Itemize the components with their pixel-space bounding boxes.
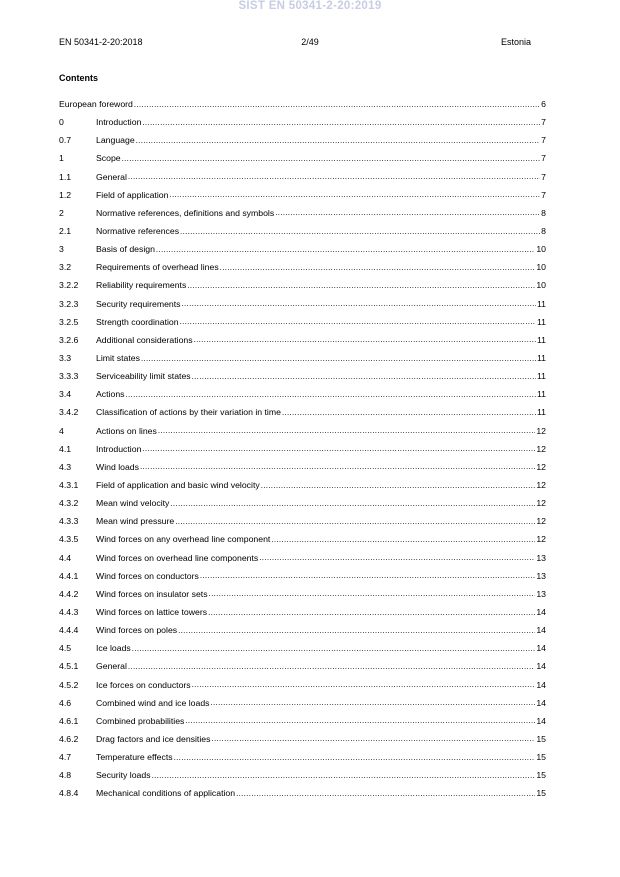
toc-entry-title: General [96,171,127,182]
dot-leader [185,715,535,726]
toc-entry[interactable] [59,313,546,331]
toc-entry-number: 3.4.2 [59,407,79,418]
toc-entry-number: 4.6.2 [59,733,79,744]
toc-entry-number: 4 [59,425,64,436]
toc-entry-page: 15 [536,770,546,781]
toc-entry-number: 3.2 [59,262,72,273]
toc-entry-page: 14 [536,679,546,690]
toc-entry-page: 11 [536,334,546,345]
toc-entry-number: 4.8 [59,770,72,781]
toc-entry-page: 14 [536,625,546,636]
toc-entry-title: Classification of actions by their variation in time [96,407,281,418]
toc-entry-title: Security loads [96,770,151,781]
dot-leader [211,733,535,744]
toc-entry-title: Introduction [96,443,142,454]
toc-entry-number: 3.2.6 [59,334,79,345]
watermark: SIST EN 50341-2-20:2019 [238,0,382,12]
toc-entry[interactable] [59,349,546,367]
dot-leader [259,552,535,563]
toc-entry-number: 4.4.2 [59,588,79,599]
toc-entry-number: 3.2.3 [59,298,79,309]
toc-entry-title: Security requirements [96,298,181,309]
toc-entry-number: 3.2.5 [59,316,79,327]
toc-entry-page: 10 [536,244,546,255]
toc-entry[interactable] [59,621,546,639]
toc-entry-number: 4.5.2 [59,679,79,690]
toc-entry[interactable] [59,476,546,494]
toc-entry-title: Introduction [96,117,142,128]
dot-leader [156,244,535,255]
toc-entry[interactable] [59,204,546,222]
toc-entry-page: 15 [536,788,546,799]
toc-entry-page: 12 [536,425,546,436]
toc-entry-title: Wind forces on overhead line components [96,552,259,563]
toc-entry-number: 3 [59,244,64,255]
toc-entry-page: 12 [536,443,546,454]
toc-entry-title: Language [96,135,135,146]
toc-entry-page: 10 [536,262,546,273]
toc-entry-page: 14 [536,715,546,726]
toc-entry[interactable] [59,512,546,530]
toc-entry-title: Wind loads [96,461,139,472]
toc-entry[interactable] [59,331,546,349]
toc-entry-page: 11 [536,371,546,382]
dot-leader [140,461,535,472]
toc-entry-number: 4.7 [59,752,72,763]
toc-entry-page: 14 [536,607,546,617]
toc-entry[interactable] [59,549,546,567]
dot-leader [209,588,536,599]
toc-entry-page: 7 [541,189,546,200]
toc-entry-page: 13 [536,552,546,563]
toc-entry-number: 0 [59,117,64,128]
dot-leader [142,443,535,454]
toc-entry-page: 10 [536,280,546,291]
toc-entry[interactable] [59,222,546,240]
toc-entry-page: 11 [536,316,546,327]
toc-entry-title: Wind forces on conductors [96,570,199,581]
toc-entry-title: Combined probabilities [96,715,185,726]
dot-leader [211,697,536,708]
toc-entry-number: 4.4 [59,552,72,563]
toc-entry-page: 11 [536,353,546,364]
toc-entry-title: Wind forces on poles [96,625,178,636]
toc-entry-title: Serviceability limit states [96,371,191,382]
toc-entry-number: 4.3 [59,461,72,472]
dot-leader [200,570,535,581]
toc-entry-number: 3.2.2 [59,280,79,291]
dot-leader [170,498,535,509]
toc-entry[interactable] [59,131,546,149]
toc-entry-number: 1 [59,153,64,164]
toc-entry-title: Field of application [96,189,169,200]
toc-entry[interactable] [59,748,546,766]
dot-leader [182,298,536,309]
toc-entry[interactable] [59,422,546,440]
toc-entry[interactable] [59,113,546,131]
toc-entry-number: 4.6.1 [59,715,79,726]
toc-entry[interactable] [59,694,546,712]
toc-entry[interactable] [59,440,546,458]
dot-leader [261,480,536,491]
toc-entry[interactable] [59,149,546,167]
toc-entry-page: 12 [536,461,546,472]
toc-entry[interactable] [59,712,546,730]
dot-leader [192,679,536,690]
toc-entry[interactable] [59,676,546,694]
toc-entry-page: 7 [541,171,546,182]
toc-entry-number: 4.3.5 [59,534,79,545]
dot-leader [180,316,536,327]
toc-entry[interactable] [59,603,546,621]
dot-leader [187,280,535,291]
toc-entry-title: Reliability requirements [96,280,187,291]
dot-leader [128,661,535,672]
dot-leader [174,752,536,763]
dot-leader [175,516,535,527]
toc-entry[interactable] [59,240,546,258]
toc-entry-number: 3.3 [59,353,72,364]
dot-leader [134,99,540,110]
toc-entry[interactable] [59,458,546,476]
toc-entry-page: 15 [536,733,546,744]
page-number: 2/49 [301,37,319,47]
toc-entry[interactable] [59,367,546,385]
toc-entry-page: 12 [536,534,546,545]
toc-entry-number: 4.3.3 [59,516,79,527]
toc-entry-number: 0.7 [59,135,72,146]
toc-entry[interactable] [59,585,546,603]
toc-entry-page: 13 [536,588,546,599]
toc-entry-page: 14 [536,643,546,654]
toc-entry[interactable] [59,276,546,294]
toc-entry-number: 4.4.1 [59,570,79,581]
dot-leader [275,207,540,218]
toc-entry-page: 11 [536,298,546,309]
toc-entry-number: 4.3.2 [59,498,79,509]
toc-entry-page: 6 [541,99,546,110]
table-of-contents [59,95,546,802]
toc-entry-title: Normative references [96,226,180,237]
toc-entry-title: Additional considerations [96,334,193,345]
toc-entry[interactable] [59,385,546,403]
toc-entry[interactable] [59,494,546,512]
toc-entry-page: 13 [536,570,546,581]
toc-entry-title: Mean wind pressure [96,516,175,527]
toc-entry-title: Combined wind and ice loads [96,697,210,708]
dot-leader [220,262,536,273]
toc-entry-page: 12 [536,516,546,527]
toc-entry-number: 4.5.1 [59,661,79,672]
toc-entry[interactable] [59,766,546,784]
toc-entry-number: 4.3.1 [59,480,79,491]
dot-leader [178,625,535,636]
toc-entry-number: 3.4 [59,389,72,400]
toc-entry-page: 8 [541,207,546,218]
toc-entry-number: 4.4.3 [59,607,79,617]
toc-entry-page: 12 [536,498,546,509]
toc-entry-number: 3.3.3 [59,371,79,382]
toc-entry-page: 8 [541,226,546,237]
toc-entry-title: Mean wind velocity [96,498,170,509]
dot-leader [192,371,536,382]
toc-entry-title: Actions [96,389,125,400]
toc-entry-number: 4.5 [59,643,72,654]
toc-entry[interactable] [59,95,546,113]
toc-entry[interactable] [59,403,546,421]
toc-entry-page: 14 [536,661,546,672]
toc-entry-title: Wind forces on any overhead line component [96,534,271,545]
toc-entry-page: 7 [541,117,546,128]
toc-entry-title: Field of application and basic wind velocity [96,480,260,491]
toc-entry-title: General [96,661,127,672]
contents-heading: Contents [59,73,98,83]
toc-entry[interactable] [59,258,546,276]
dot-leader [282,407,536,418]
dot-leader [158,425,535,436]
toc-entry-page: 11 [536,407,546,418]
toc-entry[interactable] [59,168,546,186]
toc-entry-title: Actions on lines [96,425,157,436]
toc-entry-title: Ice loads [96,643,131,654]
toc-entry[interactable] [59,639,546,657]
dot-leader [141,353,536,364]
dot-leader [208,607,535,618]
toc-entry[interactable] [59,295,546,313]
toc-entry[interactable] [59,530,546,548]
toc-entry-number: 2.1 [59,226,72,237]
toc-entry-page: 14 [536,697,546,708]
toc-entry-page: 11 [536,389,546,400]
toc-entry[interactable] [59,784,546,802]
toc-entry-number: 4.1 [59,443,72,454]
toc-entry-page: 7 [541,135,546,146]
toc-entry-page: 12 [536,480,546,491]
dot-leader [126,389,536,400]
toc-entry-number: 1.2 [59,189,72,200]
toc-entry-title: Basis of design [96,244,155,255]
toc-entry[interactable] [59,567,546,585]
dot-leader [194,334,536,345]
toc-entry-number: 4.4.4 [59,625,79,636]
toc-entry-title: European foreword [59,99,133,110]
toc-entry[interactable] [59,730,546,748]
toc-entry-number: 4.6 [59,697,72,708]
toc-entry-title: Temperature effects [96,752,173,763]
toc-entry-title: Ice forces on conductors [96,679,191,690]
dot-leader [180,226,540,237]
dot-leader [152,770,536,781]
toc-entry[interactable] [59,657,546,675]
toc-entry-title: Scope [96,153,121,164]
dot-leader [271,534,535,545]
toc-entry-title: Mechanical conditions of application [96,788,236,799]
dot-leader [136,135,541,146]
toc-entry-title: Normative references, definitions and symbols [96,207,275,218]
toc-entry[interactable] [59,186,546,204]
toc-entry-title: Requirements of overhead lines [96,262,219,273]
toc-entry-title: Drag factors and ice densities [96,733,211,744]
toc-entry-number: 2 [59,207,64,218]
toc-entry-title: Strength coordination [96,316,179,327]
toc-entry-number: 1.1 [59,171,72,182]
dot-leader [169,189,540,200]
document-id: EN 50341-2-20:2018 [59,37,143,47]
dot-leader [128,171,540,182]
toc-entry-title: Limit states [96,353,140,364]
toc-entry-title: Wind forces on lattice towers [96,607,208,617]
toc-entry-title: Wind forces on insulator sets [96,588,208,599]
dot-leader [236,788,535,799]
dot-leader [132,643,536,654]
toc-entry-page: 7 [541,153,546,164]
toc-entry-number: 4.8.4 [59,788,79,799]
country-label: Estonia [500,37,531,47]
toc-entry-page: 15 [536,752,546,763]
dot-leader [142,117,540,128]
dot-leader [122,153,541,164]
